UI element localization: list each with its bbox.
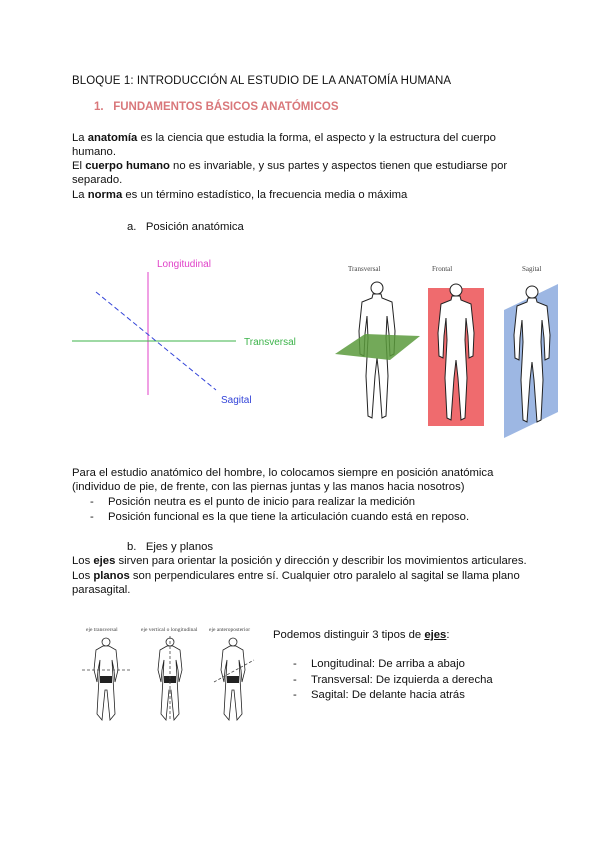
posicion-line-2: (individuo de pie, de frente, con las piernas juntas y las manos hacia nosotros) — [72, 481, 465, 493]
body-planes-figure — [332, 262, 560, 438]
caption-eje-transversal: eje transversal — [86, 627, 118, 633]
intro-line-4: separado. — [72, 174, 123, 186]
figure-eje-anteroposterior — [221, 638, 245, 720]
intro-line-1: La anatomía es la ciencia que estudia la forma, el aspecto y la estructura del cuerpo — [72, 132, 496, 144]
intro-line-3: El cuerpo humano no es invariable, y sus partes y aspectos tienen que estudiarse por — [72, 160, 508, 172]
ejes-line-1: Los ejes sirven para orientar la posición y dirección y describir los movimientos articulares. — [72, 555, 527, 567]
document-heading: BLOQUE 1: INTRODUCCIÓN AL ESTUDIO DE LA ANATOMÍA HUMANA — [72, 75, 452, 87]
tipos-intro: Podemos distinguir 3 tipos de ejes: — [273, 629, 450, 641]
axes-diagram — [66, 250, 316, 420]
ejes-line-3: parasagital. — [72, 584, 131, 596]
caption-transversal: Transversal — [348, 265, 381, 273]
section-title — [94, 100, 339, 114]
subsection-a: a. Posición anatómica — [127, 221, 244, 233]
term-norma: norma — [87, 189, 123, 201]
posicion-line-1: Para el estudio anatómico del hombre, lo colocamos siempre en posición anatómica — [72, 467, 494, 479]
section-title-text: FUNDAMENTOS BÁSICOS ANATÓMICOS — [113, 101, 339, 113]
transversal-label: Transversal — [244, 337, 296, 348]
longitudinal-label: Longitudinal — [157, 259, 211, 270]
figure-eje-transversal — [94, 638, 118, 720]
axis-types-figure — [78, 622, 268, 722]
term-ejes: ejes — [93, 555, 116, 567]
caption-eje-anteroposterior: eje anteroposterior — [209, 627, 251, 633]
intro-line-2: humano. — [72, 146, 116, 158]
transversal-plane — [335, 334, 420, 360]
ejes-line-2: Los planos son perpendiculares entre sí. Cualquier otro paralelo al sagital se llama plano — [72, 570, 520, 582]
subsection-b: b. Ejes y planos — [127, 541, 214, 553]
caption-sagital: Sagital — [522, 265, 542, 273]
term-cuerpo-humano: cuerpo humano — [85, 160, 170, 172]
section-number: 1. — [94, 101, 104, 113]
intro-line-5: La norma es un término estadístico, la frecuencia media o máxima — [72, 189, 408, 201]
sagital-label: Sagital — [221, 395, 252, 406]
caption-eje-longitudinal: eje vertical o longitudinal — [141, 627, 198, 633]
term-anatomia: anatomía — [87, 132, 138, 144]
term-planos: planos — [93, 570, 130, 582]
term-ejes-tipos: ejes — [424, 629, 447, 641]
caption-frontal: Frontal — [432, 265, 453, 273]
